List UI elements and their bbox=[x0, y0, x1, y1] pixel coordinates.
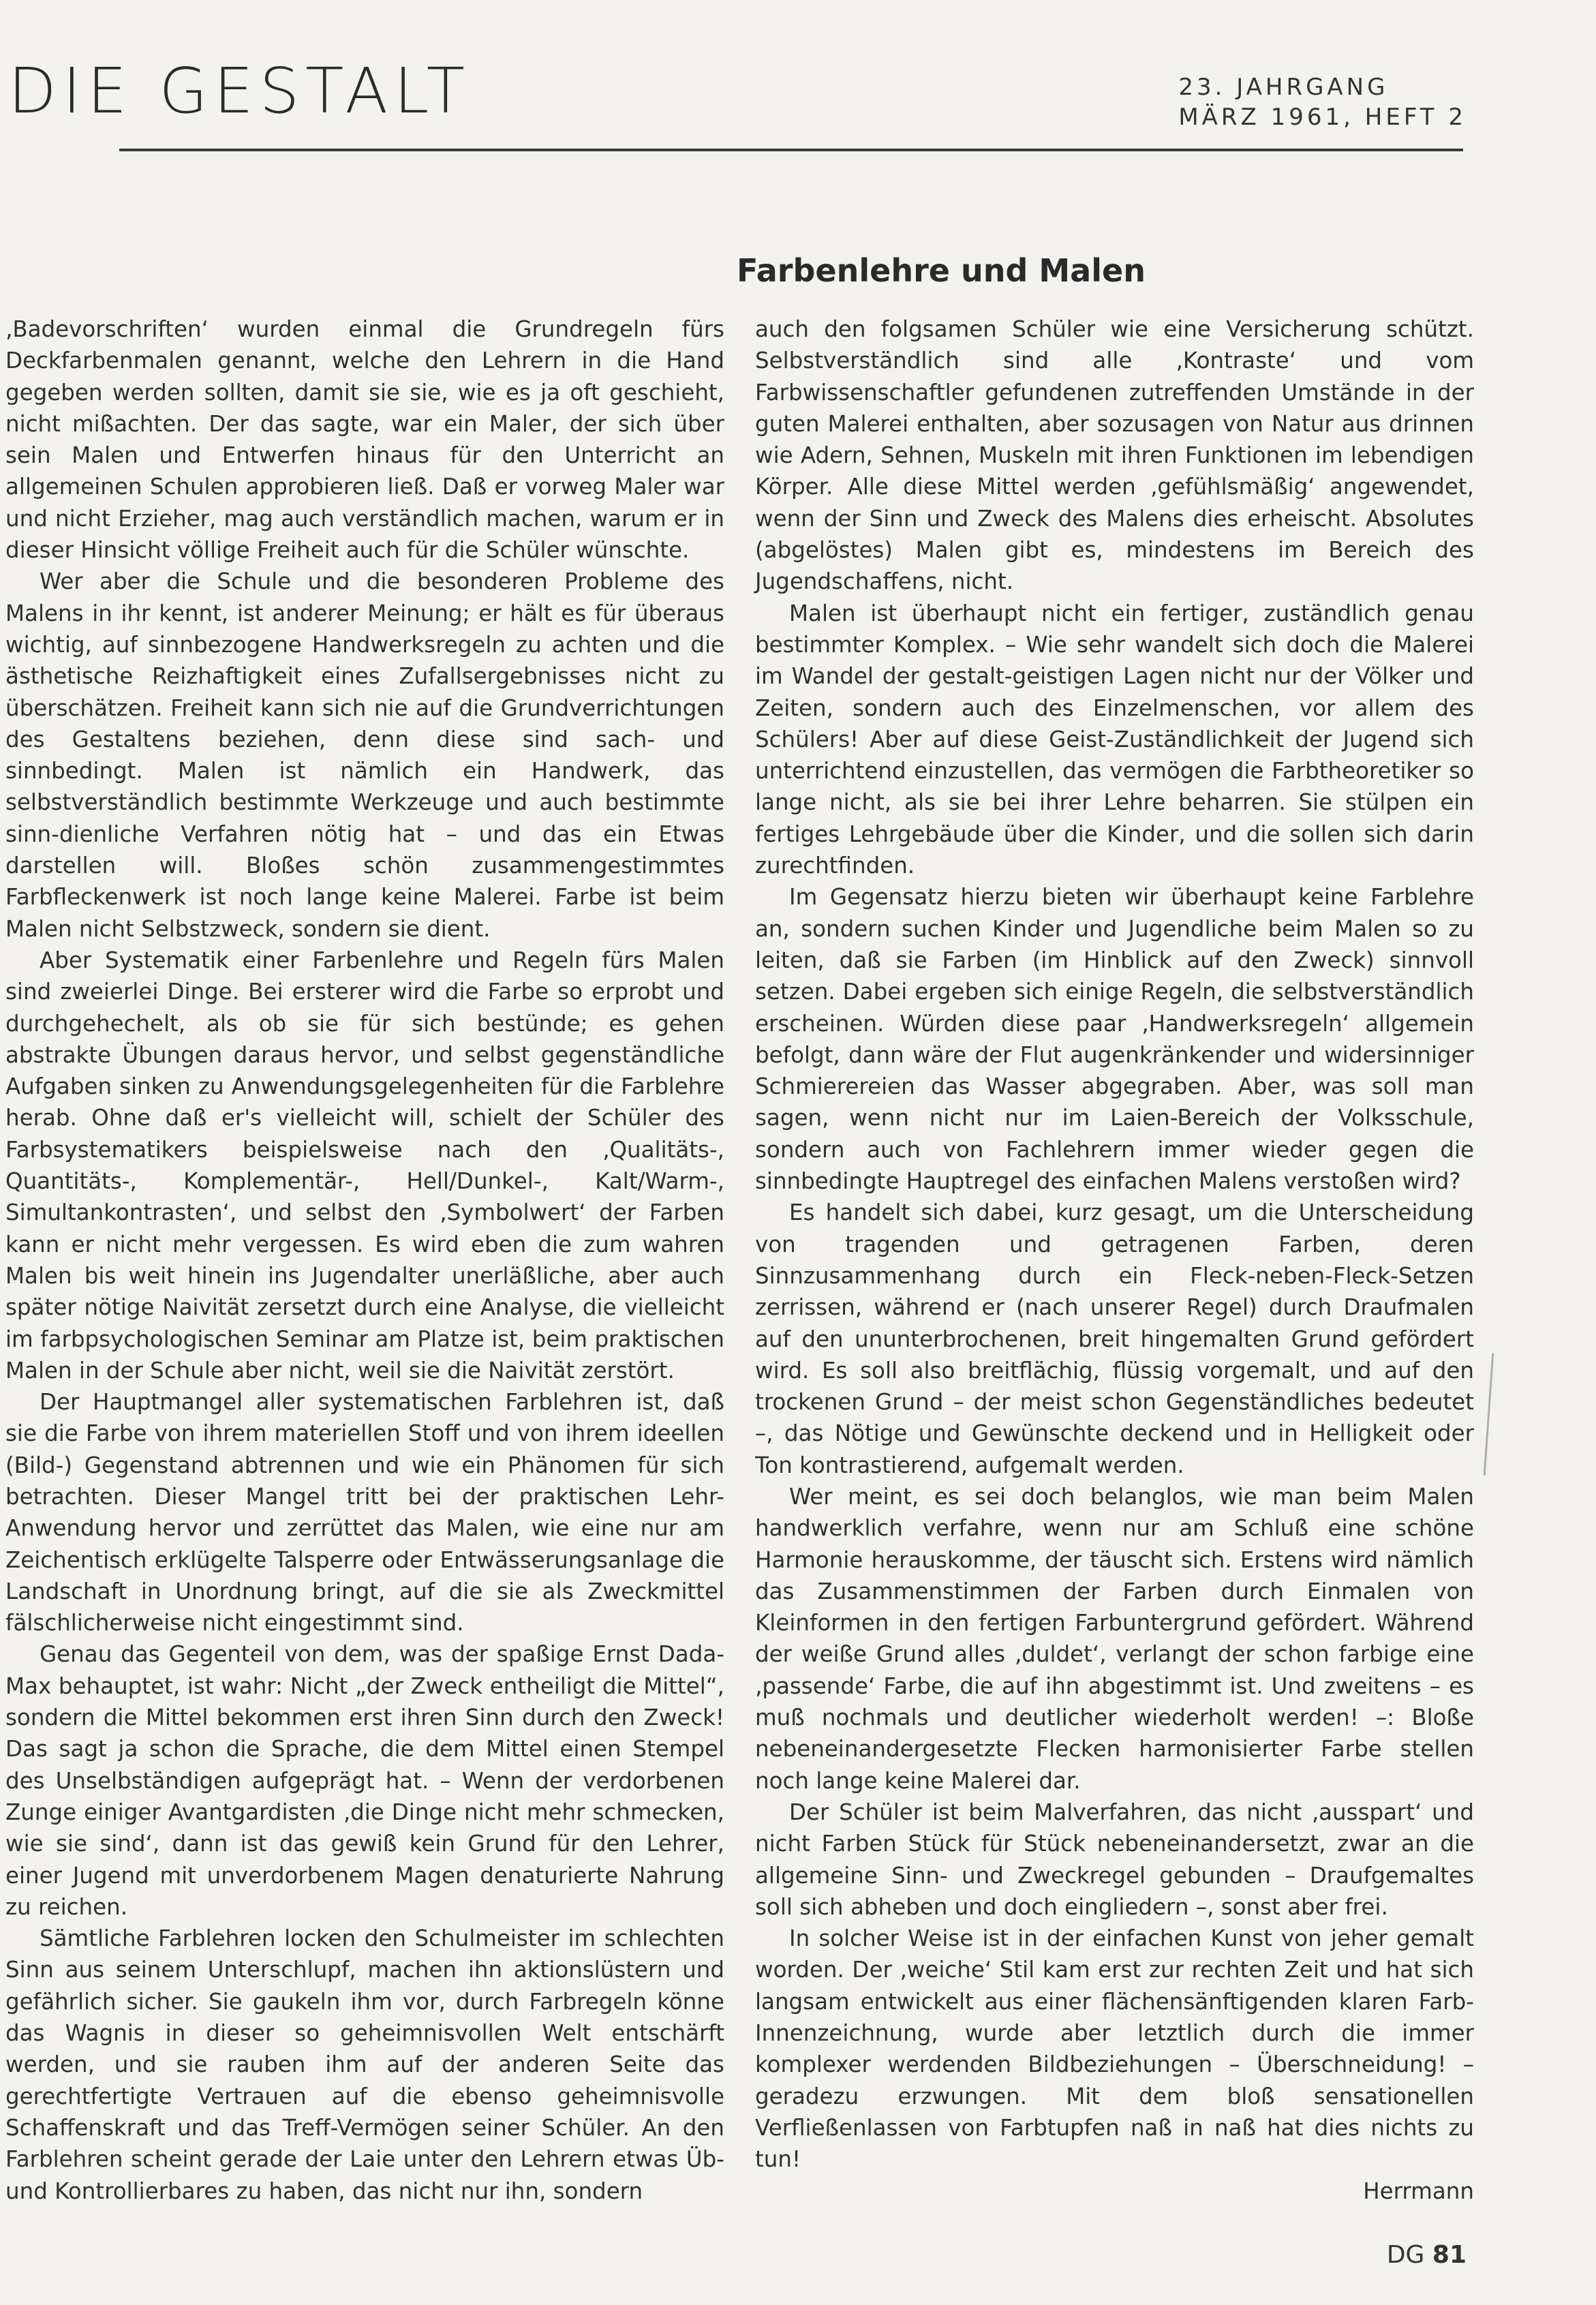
right-column bbox=[755, 314, 1474, 2207]
paragraph: Sämtliche Farblehren locken den Schulmeister im schlechten Sinn aus seinem Unterschlupf, machen ihn aktionslüstern und gefährlich sicher. Sie gaukeln ihm vor, durch Farbregeln könne das Wagnis in dieser so geheimnisvollen Welt entschärft werden, und sie rauben ihm auf der anderen Seite das gerechtfertigte Vertrauen auf die ebenso geheimnisvolle Schaffenskraft und das Treff-Vermögen seiner Schüler. An den Farblehren scheint gerade der Laie unter den Lehrern etwas Üb- und Kontrollierbares zu haben, das nicht nur ihn, sondern bbox=[5, 1925, 724, 2204]
paragraph: Der Hauptmangel aller systematischen Farblehren ist, daß sie die Farbe von ihrem materiellen Stoff und von ihrem ideellen (Bild-) Gegenstand abtrennen und wie ein Phänomen für sich betrachten. Dieser Mangel tritt bei der praktischen Lehr-Anwendung hervor und zerrüttet das Malen, wie eine nur am Zeichentisch erklügelte Talsperre oder Entwässerungsanlage die Landschaft in Unordnung bringt, auf die sie als Zweckmittel fälschlicherweise nicht eingestimmt sind. bbox=[5, 1389, 724, 1636]
paragraph: Wer meint, es sei doch belanglos, wie man beim Malen handwerklich verfahre, wenn nur am Schluß eine schöne Harmonie herauskomme, der täuscht sich. Erstens wird nämlich das Zusammenstimmen der Farben durch Einmalen von Kleinformen in den fertigen Farbuntergrund gefördert. Während der weiße Grund alles ‚duldet‘, verlangt der schon farbige eine ‚passende‘ Farbe, die auf ihn abgestimmt ist. Und zweitens – es muß nochmals und deutlicher wiederholt werden! –: Bloße nebeneinandergesetzte Flecken harmonisierter Farbe stellen noch lange keine Malerei dar. bbox=[755, 1483, 1474, 1794]
paragraph: Genau das Gegenteil von dem, was der spaßige Ernst Dada-Max behauptet, ist wahr: Nicht „der Zweck entheiligt die Mittel“, sondern die Mittel bekommen erst ihren Sinn durch den Zweck! Das sagt ja schon die Sprache, die dem Mittel einen Stempel des Unselbständigen aufgeprägt hat. – Wenn der verdorbenen Zunge einiger Avantgardisten ‚die Dinge nicht mehr schmecken, wie sie sind‘, dann ist das gewiß kein Grund für den Lehrer, einer Jugend mit unverdorbenem Magen denaturierte Nahrung zu reichen. bbox=[5, 1641, 724, 1920]
issue-info bbox=[1178, 72, 1467, 132]
paragraph: auch den folgsamen Schüler wie eine Versicherung schützt. Selbstverständlich sind alle ‚Kontraste‘ und vom Farbwissenschaftler gefundenen zutreffenden Umstände in der guten Malerei enthalten, aber sozusagen von Natur aus drinnen wie Adern, Sehnen, Muskeln mit ihren Funktionen im lebendigen Körper. Alle diese Mittel werden ‚gefühlsmäßig‘ angewendet, wenn der Sinn und Zweck des Malens dies erheischt. Absolutes (abgelöstes) Malen gibt es, mindestens im Bereich des Jugendschaffens, nicht. bbox=[755, 316, 1474, 595]
paragraph: Malen ist überhaupt nicht ein fertiger, zuständlich genau bestimmter Komplex. – Wie sehr wandelt sich doch die Malerei im Wandel der gestalt-geistigen Lagen nicht nur der Völker und Zeiten, sondern auch des Einzelmenschen, vor allem des Schülers! Aber auf diese Geist-Zuständlichkeit der Jugend sich unterrichtend einzustellen, das vermögen die Farbtheoretiker so lange nicht, als sie bei ihrer Lehre beharren. Sie stülpen ein fertiges Lehrgebäude über die Kinder, und die sollen sich darin zurechtfinden. bbox=[755, 600, 1474, 879]
article-title: Farbenlehre und Malen bbox=[737, 252, 1146, 289]
paragraph: Der Schüler ist beim Malverfahren, das nicht ‚ausspart‘ und nicht Farben Stück für Stück nebeneinandersetzt, zwar an die allgemeine Sinn- und Zweckregel gebunden – Draufgemaltes soll sich abheben und doch eingliedern –, sonst aber frei. bbox=[755, 1799, 1474, 1920]
journal-title: DIE GESTALT bbox=[8, 55, 471, 127]
left-column bbox=[5, 314, 724, 2207]
margin-pencil-mark bbox=[1484, 1353, 1494, 1476]
volume-label: 23. JAHRGANG bbox=[1178, 74, 1389, 101]
header-rule bbox=[119, 149, 1463, 151]
paragraph: Im Gegensatz hierzu bieten wir überhaupt keine Farblehre an, sondern suchen Kinder und Jugendliche beim Malen so zu leiten, daß sie Farben (im Hinblick auf den Zweck) sinnvoll setzen. Dabei ergeben sich einige Regeln, die selbstverständlich erscheinen. Würden diese paar ‚Handwerksregeln‘ allgemein befolgt, dann wäre der Flut augenkränkender und widersinniger Schmierereien das Wasser abgegraben. Aber, was soll man sagen, wenn nicht nur im Laien-Bereich der Volksschule, sondern auch von Fachlehrern immer wieder gegen die sinnbedingte Hauptregel des einfachen Malens verstoßen wird? bbox=[755, 884, 1474, 1195]
issue-date: MÄRZ 1961, HEFT 2 bbox=[1178, 104, 1467, 131]
paragraph: In solcher Weise ist in der einfachen Kunst von jeher gemalt worden. Der ‚weiche‘ Stil kam erst zur rechten Zeit und hat sich langsam entwickelt aus einer flächensänftigenden klaren Farb-Innenzeichnung, wurde aber letztlich durch die immer komplexer werdenden Bildbeziehungen – Überschneidung! – geradezu erzwungen. Mit dem bloß sensationellen Verfließenlassen von Farbtupfen naß in naß hat dies nichts zu tun! bbox=[755, 1925, 1474, 2173]
page-footer bbox=[1387, 2241, 1467, 2269]
journal-abbreviation: DG bbox=[1386, 2241, 1425, 2269]
page-number: 81 bbox=[1432, 2241, 1467, 2269]
paragraph: Wer aber die Schule und die besonderen Probleme des Malens in ihr kennt, ist anderer Meinung; er hält es für überaus wichtig, auf sinnbezogene Handwerksregeln zu achten und die ästhetische Reizhaftigkeit eines Zufallsergebnisses nicht zu überschätzen. Freiheit kann sich nie auf die Grundverrichtungen des Gestaltens beziehen, denn diese sind sach- und sinnbedingt. Malen ist nämlich ein Handwerk, das selbstverständlich bestimmte Werkzeuge und auch bestimmte sinn-dienliche Verfahren nötig hat – und das ein Etwas darstellen will. Bloßes schön zusammengestimmtes Farbfleckenwerk ist noch lange keine Malerei. Farbe ist beim Malen nicht Selbstzweck, sondern sie dient. bbox=[5, 568, 724, 942]
paragraph: ‚Badevorschriften‘ wurden einmal die Grundregeln fürs Deckfarbenmalen genannt, welche den Lehrern in die Hand gegeben werden sollten, damit sie sie, wie es ja oft geschieht, nicht mißachten. Der das sagte, war ein Maler, der sich über sein Malen und Entwerfen hinaus für den Unterricht an allgemeinen Schulen approbieren ließ. Daß er vorweg Maler war und nicht Erzieher, mag auch verständlich machen, warum er in dieser Hinsicht völlige Freiheit auch für die Schüler wünschte. bbox=[5, 316, 724, 564]
paragraph: Aber Systematik einer Farbenlehre und Regeln fürs Malen sind zweierlei Dinge. Bei ersterer wird die Farbe so erprobt und durchgehechelt, als ob sie für sich bestünde; es gehen abstrakte Übungen daraus hervor, und selbst gegenständliche Aufgaben sinken zu Anwendungsgelegenheiten für die Farblehre herab. Ohne daß er's vielleicht will, schielt der Schüler des Farbsystematikers beispielsweise nach den ‚Qualitäts-, Quantitäts-, Komplementär-, Hell/Dunkel-, Kalt/Warm-, Simultankontrasten‘, und selbst den ‚Symbolwert‘ der Farben kann er nicht mehr vergessen. Es wird eben die zum wahren Malen bis weit hinein ins Jugendalter unerläßliche, aber auch später nötige Naivität zersetzt durch eine Analyse, die vielleicht im farbpsychologischen Seminar am Platze ist, beim praktischen Malen in der Schule aber nicht, weil sie die Naivität zerstört. bbox=[5, 947, 724, 1384]
paragraph: Es handelt sich dabei, kurz gesagt, um die Unterscheidung von tragenden und getragenen Farben, deren Sinnzusammenhang durch ein Fleck-neben-Fleck-Setzen zerrissen, während er (nach unserer Regel) durch Draufmalen auf den ununterbrochenen, breit hingemalten Grund gefördert wird. Es soll also breitflächig, flüssig vorgemalt, und auf den trockenen Grund – der meist schon Gegenständliches bedeutet –, das Nötige und Gewünschte deckend und in Helligkeit oder Ton kontrastierend, aufgemalt werden. bbox=[755, 1200, 1474, 1478]
author-signature: Herrmann bbox=[1363, 2178, 1474, 2204]
